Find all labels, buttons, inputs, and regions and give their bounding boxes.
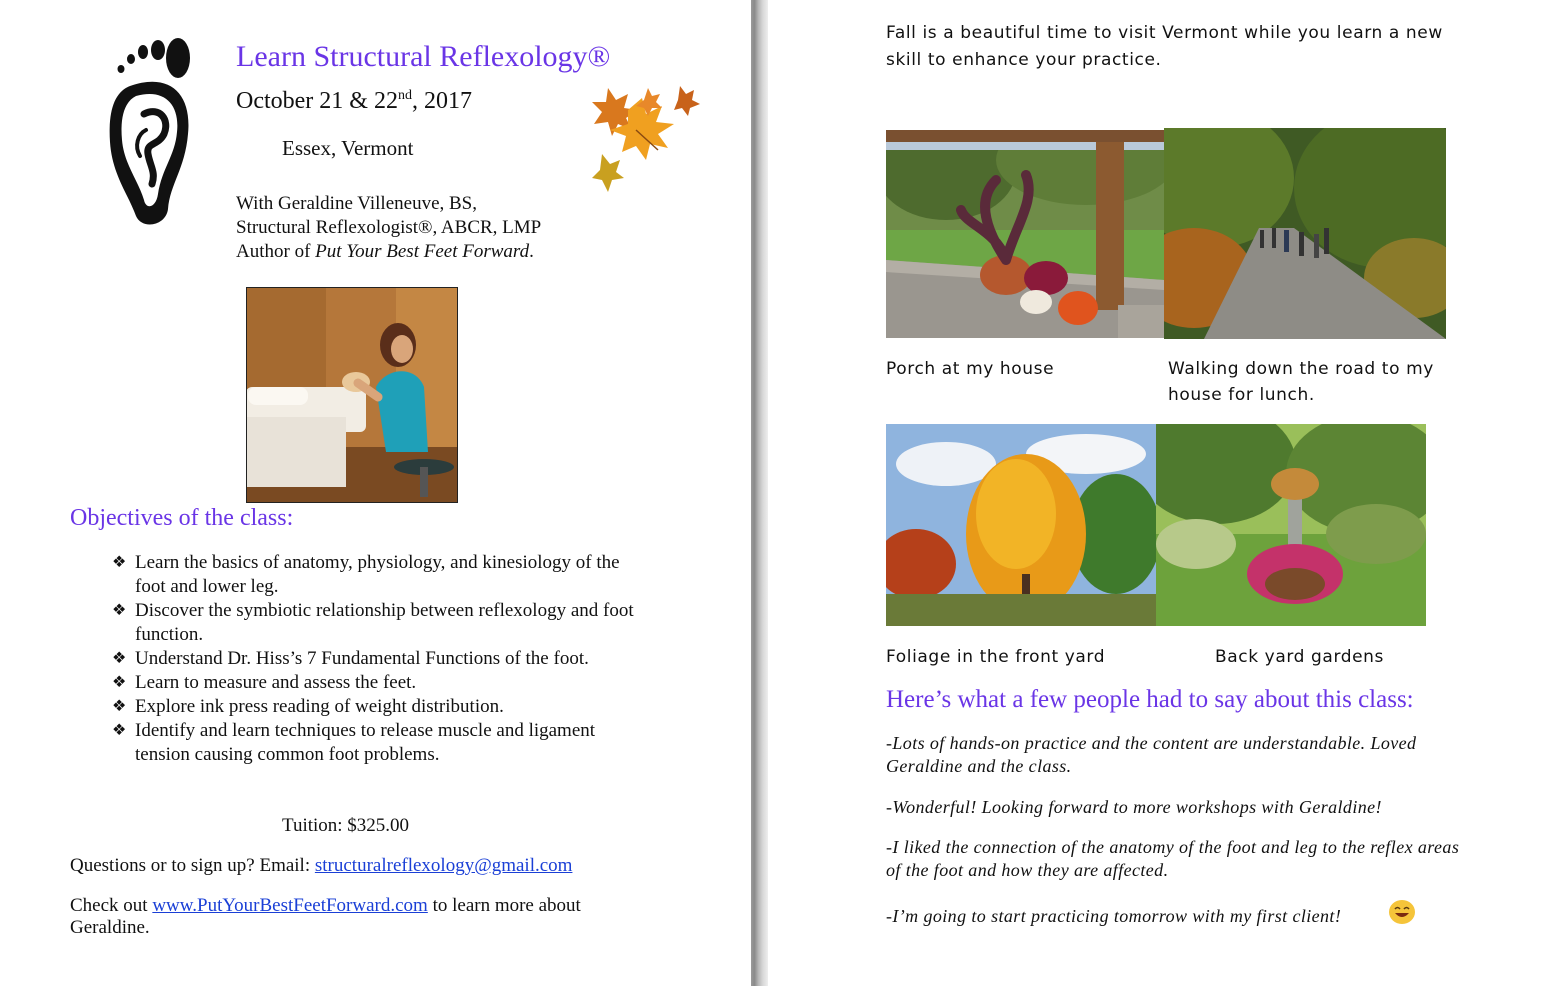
bullet-diamond-icon: ❖ — [112, 722, 127, 739]
tuition-price: Tuition: $325.00 — [282, 815, 410, 836]
objective-text: Learn to measure and assess the feet. — [135, 672, 417, 693]
objective-item — [112, 647, 652, 671]
objective-item — [112, 671, 652, 695]
testimonial-quote: -Lots of hands-on practice and the content are understandable. Loved Geraldine and the class. — [886, 733, 1417, 776]
event-date-ordinal: nd — [397, 88, 412, 103]
book-title: Put Your Best Feet Forward — [315, 241, 530, 262]
treatment-photo — [246, 287, 458, 503]
objective-text: Discover the symbiotic relationship between reflexology and foot function. — [135, 600, 634, 645]
author-suffix: . — [529, 241, 534, 262]
instructor-author-line — [236, 240, 541, 264]
email-link[interactable]: structuralreflexology@gmail.com — [314, 855, 573, 876]
objective-text: Learn the basics of anatomy, physiology, and kinesiology of the foot and lower leg. — [135, 552, 620, 597]
instructor-name: With Geraldine Villeneuve, BS, — [236, 193, 477, 214]
website-suffix: to learn more about Geraldine. — [70, 895, 581, 938]
foliage-photo — [886, 424, 1156, 626]
contact-line — [70, 855, 572, 877]
right-page — [768, 0, 1544, 986]
objective-text: Explore ink press reading of weight distribution. — [135, 696, 504, 717]
bullet-diamond-icon: ❖ — [112, 650, 127, 667]
instructor-info — [236, 192, 541, 264]
caption-garden: Back yard gardens — [1215, 647, 1385, 667]
caption-road: Walking down the road to my house for lunch. — [1168, 359, 1434, 405]
testimonial-quote: -I’m going to start practicing tomorrow with my first client! — [886, 906, 1342, 926]
objectives-heading: Objectives of the class: — [70, 505, 294, 531]
bullet-diamond-icon: ❖ — [112, 554, 127, 571]
event-date — [236, 88, 472, 115]
intro-text: Fall is a beautiful time to visit Vermont while you learn a new skill to enhance your practice. — [886, 23, 1443, 70]
caption-foliage: Foliage in the front yard — [886, 647, 1106, 667]
autumn-leaves-icon — [588, 80, 708, 195]
left-page — [0, 0, 751, 986]
contact-prefix: Questions or to sign up? Email: — [70, 855, 315, 876]
objective-item — [112, 599, 652, 647]
porch-photo — [886, 130, 1164, 338]
objective-item — [112, 551, 652, 599]
road-photo — [1164, 128, 1446, 339]
objective-item — [112, 695, 652, 719]
smiley-emoji-icon — [1388, 899, 1416, 925]
foot-ear-logo-icon — [100, 34, 195, 228]
event-date-main: October 21 & 22 — [236, 88, 398, 114]
website-prefix: Check out — [70, 895, 153, 916]
bullet-diamond-icon: ❖ — [112, 674, 127, 691]
bullet-diamond-icon: ❖ — [112, 698, 127, 715]
bullet-diamond-icon: ❖ — [112, 602, 127, 619]
garden-photo — [1156, 424, 1426, 626]
event-date-year: , 2017 — [411, 88, 472, 114]
website-line — [70, 895, 610, 939]
website-link[interactable]: www.PutYourBestFeetForward.com — [152, 895, 428, 916]
testimonial-quote: -Wonderful! Looking forward to more workshops with Geraldine! — [886, 797, 1382, 817]
testimonial-quote: -I liked the connection of the anatomy of the foot and leg to the reflex areas of the foot and how they are affected. — [886, 837, 1460, 880]
objective-text: Understand Dr. Hiss’s 7 Fundamental Functions of the foot. — [135, 648, 589, 669]
page-gutter — [751, 0, 768, 986]
objectives-list — [112, 551, 652, 767]
author-prefix: Author of — [236, 241, 316, 262]
testimonials-heading: Here’s what a few people had to say about this class: — [886, 686, 1414, 713]
page-title: Learn Structural Reflexology® — [236, 40, 611, 73]
objective-text: Identify and learn techniques to release muscle and ligament tension causing common foot problems. — [135, 720, 596, 765]
objective-item — [112, 719, 652, 767]
instructor-credentials: Structural Reflexologist®, ABCR, LMP — [236, 217, 542, 238]
caption-porch: Porch at my house — [886, 359, 1055, 379]
event-location: Essex, Vermont — [282, 136, 414, 160]
